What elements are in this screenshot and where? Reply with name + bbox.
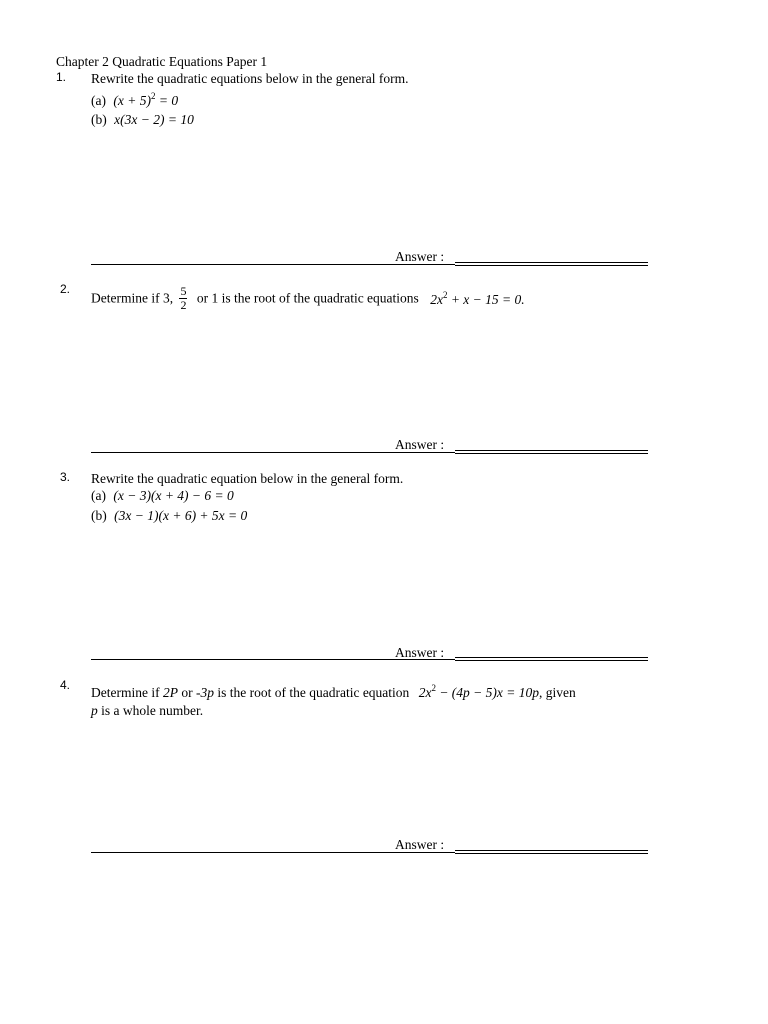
part-b <box>91 508 247 524</box>
part-expression: (x − 3)(x + 4) − 6 = 0 <box>113 488 234 503</box>
prompt-rest: is a whole number. <box>97 703 204 718</box>
answer-line[interactable] <box>455 262 648 266</box>
option-2: -3p <box>195 685 214 700</box>
question-prompt-line-2 <box>91 703 203 719</box>
question-prompt: Rewrite the quadratic equations below in the general form. <box>91 71 409 86</box>
option-1: 2P <box>162 685 178 700</box>
question-number: 2. <box>60 282 71 296</box>
eq-exponent: 2 <box>442 289 448 300</box>
eq-exponent: 2 <box>431 683 436 693</box>
part-a <box>91 91 178 109</box>
answer-label: Answer : <box>395 837 445 852</box>
variable-p: p <box>91 703 98 718</box>
or-text: or <box>181 685 193 700</box>
page-title: Chapter 2 Quadratic Equations Paper 1 <box>56 54 268 69</box>
question-number: 3. <box>60 470 71 484</box>
fraction-numerator: 5 <box>180 284 187 298</box>
answer-line[interactable] <box>455 657 648 661</box>
part-label: (a) <box>91 93 106 108</box>
section-divider <box>91 852 455 853</box>
section-divider <box>91 659 455 660</box>
question-number: 4. <box>60 678 71 692</box>
prompt-middle: is the root of the quadratic equation <box>217 685 410 700</box>
expr-rest: = 0 <box>155 93 179 108</box>
eq-rest: + x − 15 = 0. <box>447 291 525 307</box>
answer-label: Answer : <box>395 645 445 660</box>
fraction-denominator: 2 <box>180 298 187 312</box>
answer-label: Answer : <box>395 249 445 264</box>
answer-line[interactable] <box>455 450 648 454</box>
prompt-start: Determine if 3, <box>91 290 174 306</box>
question-prompt <box>91 285 525 312</box>
answer-line[interactable] <box>455 850 648 854</box>
part-label: (b) <box>91 508 107 523</box>
eq-rest: − (4p − 5)x = 10p <box>435 685 540 700</box>
eq-base: 2x <box>430 291 443 307</box>
part-b <box>91 112 194 128</box>
answer-label: Answer : <box>395 437 445 452</box>
section-divider <box>91 264 455 265</box>
part-expression <box>113 93 178 108</box>
eq-base: 2x <box>418 685 432 700</box>
question-number: 1. <box>56 70 67 84</box>
prompt-middle: or 1 is the root of the quadratic equations <box>196 290 419 306</box>
part-label: (a) <box>91 488 106 503</box>
expr-exponent: 2 <box>150 91 156 101</box>
prompt-after-equation: , given <box>539 685 576 700</box>
part-a <box>91 488 234 504</box>
question-prompt <box>91 683 576 701</box>
part-expression: (3x − 1)(x + 6) + 5x = 0 <box>114 508 248 523</box>
part-expression: x(3x − 2) = 10 <box>114 112 194 127</box>
equation <box>419 685 539 700</box>
question-prompt: Rewrite the quadratic equation below in the general form. <box>91 471 404 486</box>
section-divider <box>91 452 455 453</box>
expr-base: (x + 5) <box>113 93 151 108</box>
equation <box>430 289 525 307</box>
prompt-start: Determine if <box>91 685 160 700</box>
part-label: (b) <box>91 112 107 127</box>
fraction <box>179 285 187 312</box>
